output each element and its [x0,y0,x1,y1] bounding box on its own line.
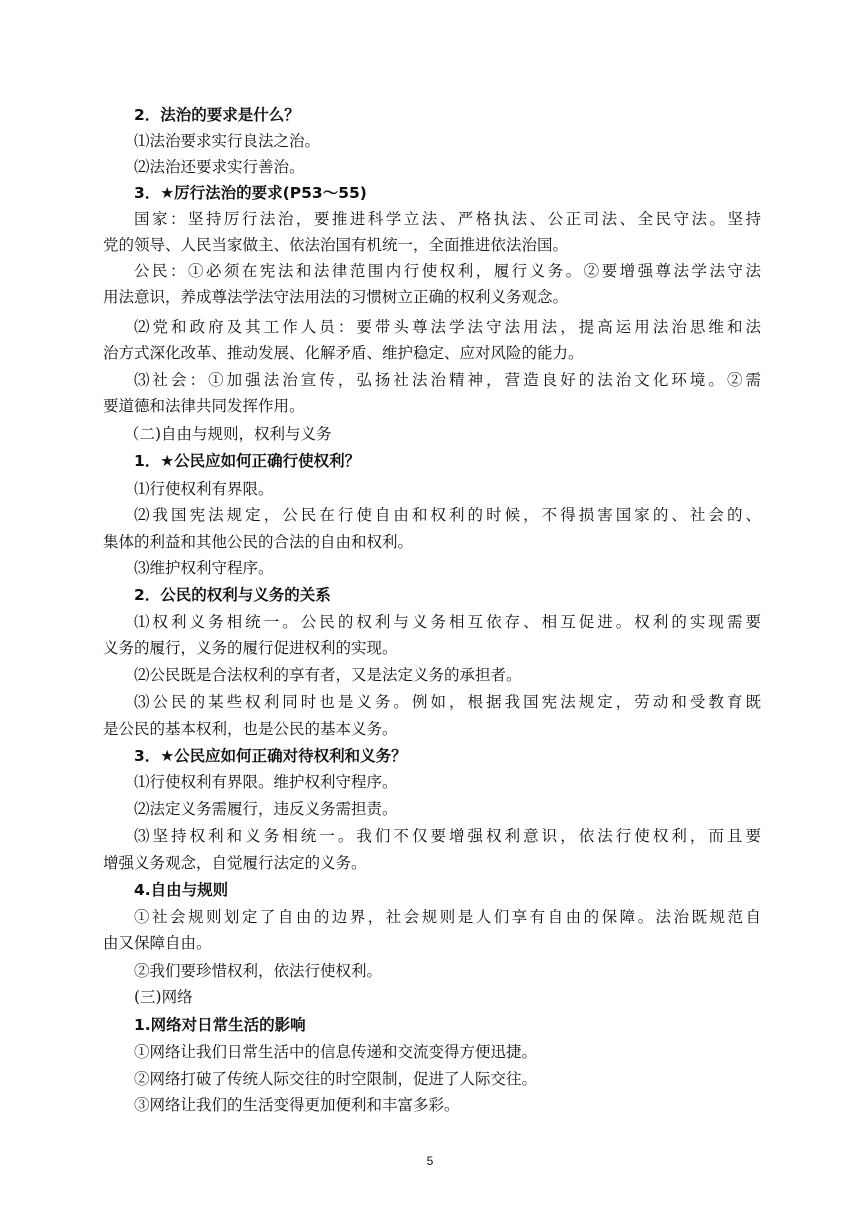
paragraph-line: ⑵我国宪法规定，公民在行使自由和权利的时候，不得损害国家的、社会的、 [134,506,761,524]
paragraph-line: ⑶公民的某些权利同时也是义务。例如，根据我国宪法规定，劳动和受教育既 [134,693,761,711]
paragraph-line: 治方式深化改革、推动发展、化解矛盾、维护稳定、应对风险的能力。 [103,344,584,362]
paragraph-line: ⑴权利义务相统一。公民的权利与义务相互依存、相互促进。权利的实现需要 [134,613,761,631]
list-item: ⑵法治还要求实行善治。 [134,158,305,176]
list-item: ②我们要珍惜权利，依法行使权利。 [134,962,383,980]
list-item: ⑵公民既是合法权利的享有者，又是法定义务的承担者。 [134,666,522,684]
paragraph-line: 用法意识，养成尊法学法守法用法的习惯树立正确的权利义务观念。 [103,288,569,306]
paragraph-line: ⑶坚持权利和义务相统一。我们不仅要增强权利意识，依法行使权利，而且要 [134,827,761,845]
list-item: ③网络让我们的生活变得更加便利和丰富多彩。 [134,1096,460,1114]
page-number: 5 [426,1154,434,1168]
heading-freedom-rules: 4.自由与规则 [134,881,229,899]
list-item: ⑴行使权利有界限。维护权利守程序。 [134,773,398,791]
list-item: ⑴行使权利有界限。 [134,480,274,498]
list-item: ⑶维护权利守程序。 [134,559,274,577]
paragraph-line: ①社会规则划定了自由的边界，社会规则是人们享有自由的保障。法治既规范自 [134,908,761,926]
paragraph-line: 义务的履行，义务的履行促进权利的实现。 [103,639,398,657]
paragraph-line: 党的领导、人民当家做主、依法治国有机统一，全面推进依法治国。 [103,236,569,254]
list-item: ①网络让我们日常生活中的信息传递和交流变得方便迅捷。 [134,1043,538,1061]
heading-rule-of-law-requirements: 2．法治的要求是什么？ [134,106,300,124]
list-item: ②网络打破了传统人际交往的时空限制，促进了人际交往。 [134,1070,538,1088]
paragraph-line: ⑵党和政府及其工作人员：要带头尊法学法守法用法，提高运用法治思维和法 [134,318,761,336]
paragraph-line: 集体的利益和其他公民的合法的自由和权利。 [103,533,414,551]
list-item: ⑴法治要求实行良法之治。 [134,132,321,150]
section-heading-freedom-rights: （二)自由与规则，权利与义务 [124,425,332,443]
paragraph-line: 增强义务观念，自觉履行法定的义务。 [103,854,367,872]
heading-exercise-rights: 1．★公民应如何正确行使权利？ [134,452,361,470]
paragraph-line: 公民：①必须在宪法和法律范围内行使权利，履行义务。②要增强尊法学法守法 [134,262,761,280]
heading-rights-duties-relation: 2．公民的权利与义务的关系 [134,586,331,604]
paragraph-line: 国家：坚持厉行法治，要推进科学立法、严格执法、公正司法、全民守法。坚持 [134,210,761,228]
heading-practice-rule-of-law: 3．★厉行法治的要求(P53～55) [134,184,367,202]
section-heading-network: (三)网络 [134,988,193,1006]
list-item: ⑵法定义务需履行，违反义务需担责。 [134,800,398,818]
paragraph-line: ⑶社会：①加强法治宣传，弘扬社法治精神，营造良好的法治文化环境。②需 [134,371,761,389]
paragraph-line: 是公民的基本权利，也是公民的基本义务。 [103,720,398,738]
paragraph-line: 要道德和法律共同发挥作用。 [103,397,305,415]
heading-treat-rights-duties: 3．★公民应如何正确对待权利和义务？ [134,747,407,765]
paragraph-line: 由又保障自由。 [103,934,212,952]
heading-network-impact: 1.网络对日常生活的影响 [134,1016,306,1034]
